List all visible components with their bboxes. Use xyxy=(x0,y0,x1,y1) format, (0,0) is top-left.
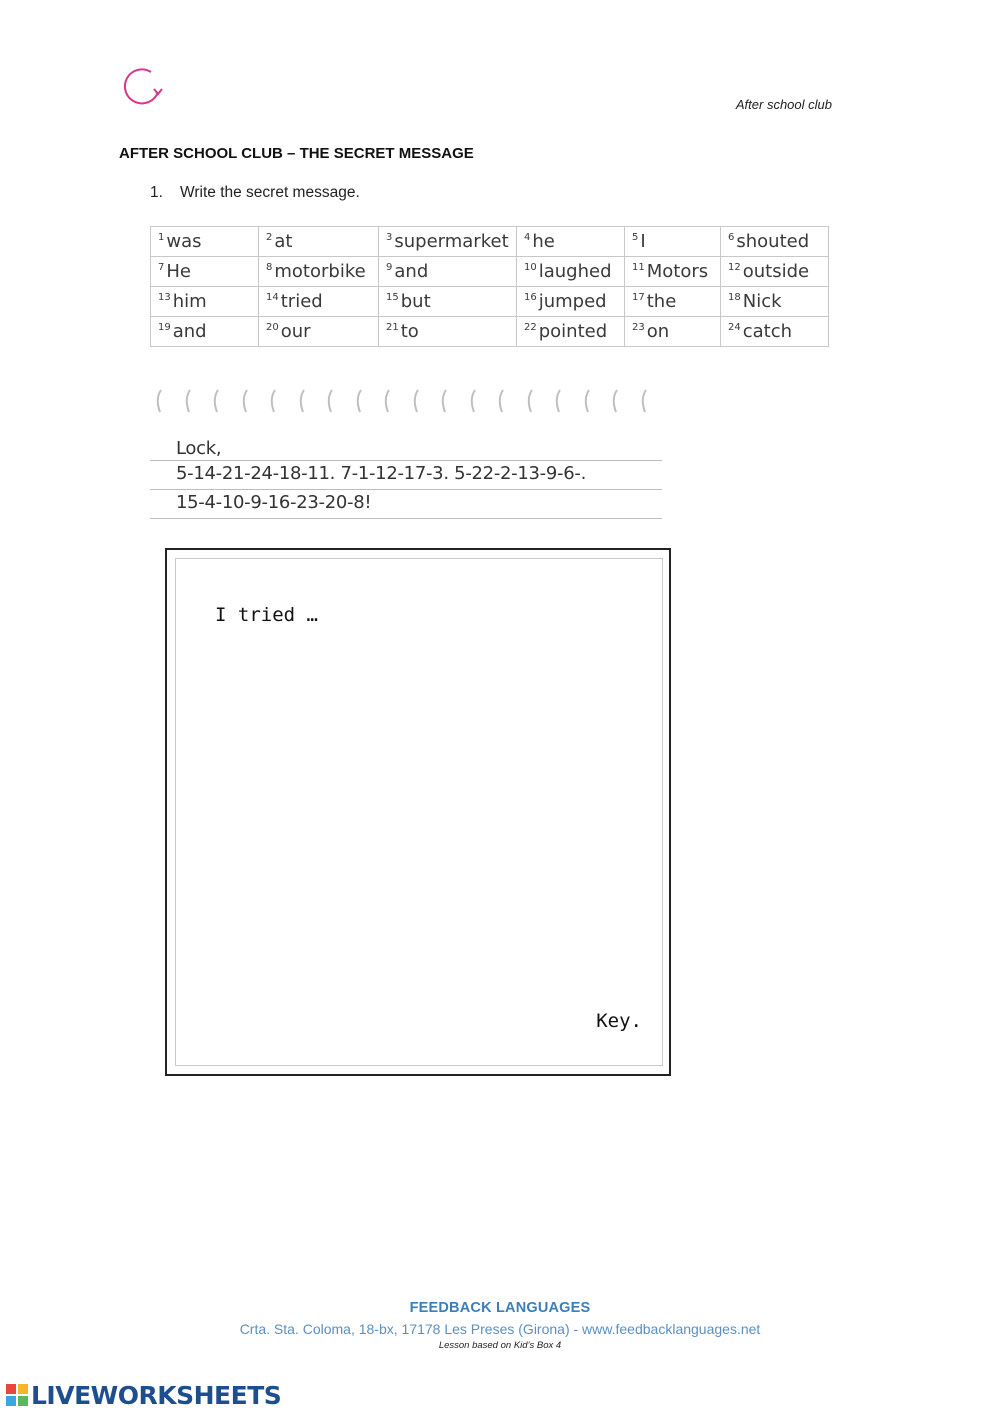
word-cell: $^{15}$ but xyxy=(379,287,517,317)
stroke-mark xyxy=(612,388,620,414)
icon-square xyxy=(6,1396,16,1406)
instruction-text: Write the secret message. xyxy=(180,184,360,201)
footer-brand: FEEDBACK LANGUAGES xyxy=(409,1300,591,1316)
stroke-mark xyxy=(270,388,278,414)
word-cell: $^{18}$ Nick xyxy=(721,287,829,317)
answer-box[interactable] xyxy=(165,548,671,1076)
liveworksheets-text: LIVEWORKSHEETS xyxy=(31,1380,282,1410)
liveworksheets-icon xyxy=(6,1384,28,1406)
stroke-mark xyxy=(527,388,535,414)
word-cell: $^{19}$ and xyxy=(151,317,259,347)
word-cell: $^6$ shouted xyxy=(721,227,829,257)
word-cell: $^9$ and xyxy=(379,257,517,287)
icon-square xyxy=(18,1396,28,1406)
icon-square xyxy=(18,1384,28,1394)
stroke-mark xyxy=(356,388,364,414)
stroke-mark xyxy=(413,388,421,414)
stroke-mark xyxy=(498,388,506,414)
word-cell: $^{24}$ catch xyxy=(721,317,829,347)
word-cell: $^{12}$ outside xyxy=(721,257,829,287)
stroke-mark xyxy=(156,388,164,414)
word-grid xyxy=(150,226,829,347)
word-cell: $^2$ at xyxy=(259,227,379,257)
coded-message-line: 5-14-21-24-18-11. 7-1-12-17-3. 5-22-2-13-9-6-. xyxy=(150,461,662,490)
stroke-mark xyxy=(213,388,221,414)
decorative-strokes xyxy=(150,388,660,418)
word-cell: $^4$ he xyxy=(517,227,625,257)
header-label: After school club xyxy=(735,97,832,112)
word-cell: $^{11}$ Motors xyxy=(625,257,721,287)
answer-end-text: Key. xyxy=(596,1010,642,1032)
word-cell: $^{22}$ pointed xyxy=(517,317,625,347)
instruction-number: 1. xyxy=(150,184,163,201)
word-cell: $^{16}$ jumped xyxy=(517,287,625,317)
icon-square xyxy=(6,1384,16,1394)
word-cell: $^{10}$ laughed xyxy=(517,257,625,287)
word-grid-row xyxy=(151,227,829,257)
word-grid-row xyxy=(151,317,829,347)
stroke-mark xyxy=(327,388,335,414)
stroke-mark xyxy=(641,388,649,414)
word-cell: $^1$ was xyxy=(151,227,259,257)
footer-address: Crta. Sta. Coloma, 18-bx, 17178 Les Preses (Girona) - www.feedbacklanguages.net xyxy=(239,1321,761,1337)
stroke-mark xyxy=(299,388,307,414)
word-grid-row xyxy=(151,257,829,287)
word-cell: $^{21}$ to xyxy=(379,317,517,347)
stroke-mark xyxy=(470,388,478,414)
coded-message xyxy=(150,436,662,519)
coded-message-line: 15-4-10-9-16-23-20-8! xyxy=(150,490,662,519)
coded-message-greeting: Lock, xyxy=(150,436,662,461)
stroke-mark xyxy=(584,388,592,414)
liveworksheets-logo xyxy=(6,1378,281,1412)
instruction xyxy=(150,184,360,202)
word-grid-row xyxy=(151,287,829,317)
word-cell: $^8$ motorbike xyxy=(259,257,379,287)
answer-start-text: I tried … xyxy=(215,604,318,626)
word-cell: $^7$ He xyxy=(151,257,259,287)
word-cell: $^3$ supermarket xyxy=(379,227,517,257)
word-cell: $^5$ I xyxy=(625,227,721,257)
page-title: AFTER SCHOOL CLUB – THE SECRET MESSAGE xyxy=(119,145,474,162)
stroke-mark xyxy=(384,388,392,414)
word-cell: $^{17}$ the xyxy=(625,287,721,317)
stroke-mark xyxy=(185,388,193,414)
answer-box-inner[interactable] xyxy=(175,558,663,1066)
word-cell: $^{13}$ him xyxy=(151,287,259,317)
word-cell: $^{14}$ tried xyxy=(259,287,379,317)
stroke-mark xyxy=(441,388,449,414)
footer-note: Lesson based on Kid’s Box 4 xyxy=(438,1340,562,1351)
word-cell: $^{23}$ on xyxy=(625,317,721,347)
stroke-mark xyxy=(555,388,563,414)
word-cell: $^{20}$ our xyxy=(259,317,379,347)
stroke-mark xyxy=(242,388,250,414)
circular-arrow-logo-icon xyxy=(118,62,166,110)
